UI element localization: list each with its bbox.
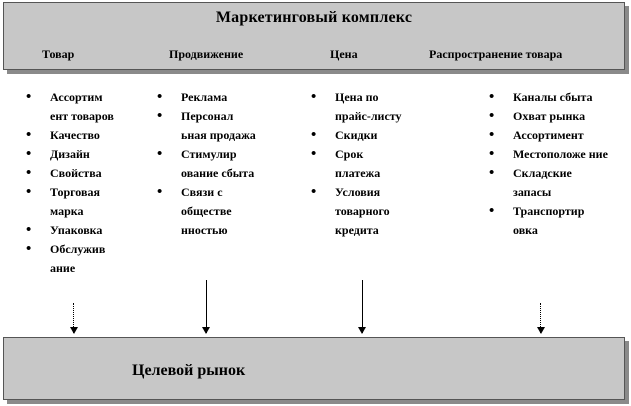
list-item: • Каналы сбыта — [487, 88, 609, 107]
list-item: • Упаковка — [24, 221, 122, 240]
list-item: • Цена по прайс-листу — [309, 88, 411, 126]
list-item: • Дизайн — [24, 145, 122, 164]
product-list — [24, 88, 122, 278]
list-item: • Условия товарного кредита — [309, 183, 411, 240]
arrow-price-to-market — [362, 280, 363, 333]
column-header-product: Товар — [42, 47, 75, 61]
list-item: • Охват рынка — [487, 107, 609, 126]
arrow-distribution-to-market — [540, 303, 541, 333]
list-item: • Качество — [24, 126, 122, 145]
arrow-promotion-to-market — [206, 280, 207, 333]
list-item: • Складские запасы — [487, 164, 609, 202]
arrow-product-to-market — [73, 303, 74, 333]
list-item: • Связи с обществе нностью — [155, 183, 260, 240]
target-market-box — [3, 337, 625, 400]
list-item: • Стимулир ование сбыта — [155, 145, 260, 183]
list-item: • Реклама — [155, 88, 260, 107]
list-item: • Ассортим ент товаров — [24, 88, 122, 126]
list-item: • Местоположе ние — [487, 145, 609, 164]
marketing-mix-box — [3, 2, 625, 70]
list-item: • Обслужив ание — [24, 240, 122, 278]
price-list — [309, 88, 411, 240]
list-item: • Транспортир овка — [487, 202, 609, 240]
diagram-title: Маркетинговый комплекс — [215, 9, 413, 26]
list-item: • Скидки — [309, 126, 411, 145]
list-item: • Торговая марка — [24, 183, 122, 221]
list-item: • Ассортимент — [487, 126, 609, 145]
target-market-label: Целевой рынок — [132, 362, 246, 379]
column-header-distribution: Распространение товара — [429, 47, 563, 61]
list-item: • Свойства — [24, 164, 122, 183]
distribution-list — [487, 88, 609, 240]
list-item: • Срок платежа — [309, 145, 411, 183]
column-header-promotion: Продвижение — [169, 47, 244, 61]
column-header-price: Цена — [330, 47, 358, 61]
promotion-list — [155, 88, 260, 240]
list-item: • Персонал ьная продажа — [155, 107, 260, 145]
